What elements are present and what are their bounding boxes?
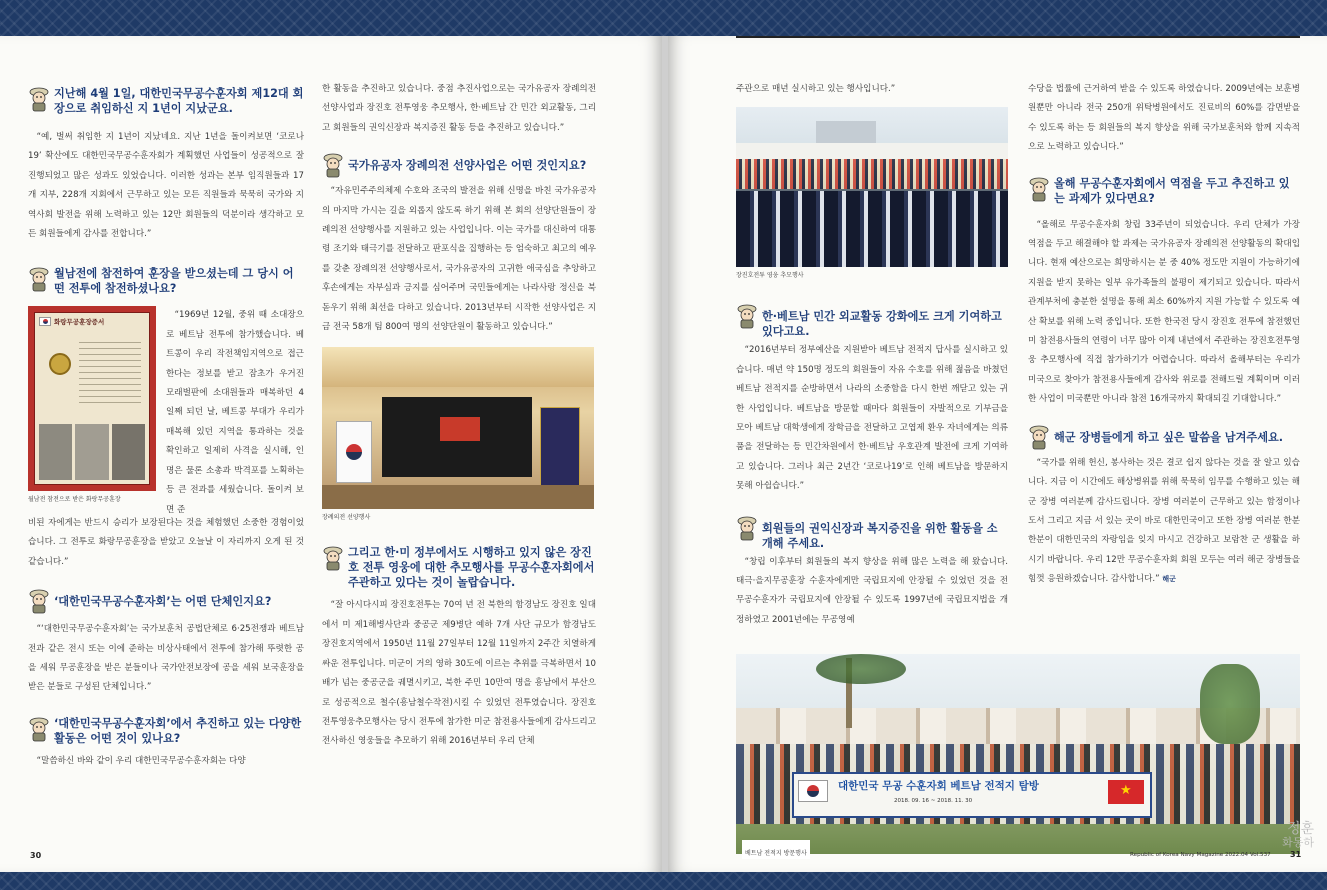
answer-paragraph-continued: 비된 자에게는 반드시 승리가 보장된다는 것을 체험했던 소중한 경험이었습니다. 그 전투로 화랑무공훈장을 받았고 오늘날 이 자리까지 오게 된 것 같습니다.” bbox=[28, 517, 304, 567]
answer-paragraph: “예, 벌써 취임한 지 1년이 지났네요. 지난 1년을 돌이켜보면 ‘코로나19’ 확산에도 대한민국무공수훈자회가 계획했던 사업들이 성공적으로 잘 진행되었고 많은 성과도 있었습니다. 이러한 성과는 본부 임직원들과 17개 지부, 228개 지회에서 근무하고 있는 모든 직원들과 묵묵히 국가와 지역사회 발전을 위해 노력하고 있는 12만 회원들의 덕분이라 생각하고 모든 회원들에게 감사를 전합니다.” bbox=[28, 132, 304, 240]
top-pattern-band bbox=[0, 0, 1327, 36]
question-heading bbox=[736, 515, 1008, 551]
taegukgi-flag bbox=[336, 421, 372, 483]
question-heading bbox=[1028, 424, 1300, 450]
question-text: 한·베트남 민간 외교활동 강화에도 크게 기여하고 있다고요. bbox=[762, 310, 1002, 339]
veteran-mascot-icon bbox=[1028, 176, 1050, 202]
certificate-title: 화랑무공훈장증서 bbox=[54, 318, 105, 327]
certificate-photo-strip bbox=[39, 424, 145, 480]
palm-tree-icon bbox=[816, 654, 906, 684]
question-heading bbox=[1028, 176, 1300, 206]
answer-text: “국가를 위해 헌신, 봉사하는 것은 결코 쉽지 않다는 것을 잘 알고 있습니다. 지금 이 시간에도 해상병위를 위해 묵묵히 임무를 수행하고 있는 해군 장병 여러분께 감사드립니다. 장병 여러분이 근무하고 있는 함정이나 도서 그리고 지금 서 있는 곳이 바로 대한민국이고 또한 장병 여러분 한분 한분이 대한민국의 자랑임을 잊지 마시고 건강하고 보람찬 군 생활을 하시기 바랍니다. 우리 12만 무공수훈자회 회원 모두는 여러 해군 장병들을 힘껏 응원하겠습니다. 감사합니다.” bbox=[1028, 457, 1300, 585]
answer-paragraph: “올해로 무공수훈자회 창립 33주년이 되었습니다. 우리 단체가 가장 역점을 두고 해결해야 할 과제는 국가유공자 장례의전 선양활동의 확대입니다. 현재 예산으로는 희망하시는 분 중 40% 정도만 지원이 가능하기에 지원을 받지 못하는 일부 유가족들의 불평이 제기되고 있습니다. 따라서 관계부처에 충분한 설명을 통해 최소 60%까지 지원 가능할 수 있도록 예산 확보를 위해 노력 중입니다. 또한 한국전 당시 장진호 전투에 참전했던 미 참전용사들의 연령이 너무 많아 이제 내년에서 주관하는 장진호전투영웅 추모행사에 직접 참가하기가 어렵습니다. 따라서 올해부터는 우리가 미국으로 찾아가 참전용사들에게 감사와 위로를 전해드릴 계획이며 이러한 사업이 미국뿐만 아니라 참전 16개국까지 확대되길 기대합니다.” bbox=[1028, 219, 1300, 405]
banner-title: 대한민국 무공 수훈자회 베트남 전적지 탐방 bbox=[838, 780, 1039, 792]
answer-paragraph bbox=[1028, 454, 1300, 590]
jangjin-memorial-photo bbox=[736, 107, 1008, 267]
veteran-mascot-icon bbox=[736, 515, 758, 541]
question-heading bbox=[322, 152, 596, 178]
tour-banner bbox=[792, 772, 1152, 818]
watermark-main: 정훈 bbox=[1286, 821, 1314, 837]
question-text: ‘대한민국무공수훈자회’는 어떤 단체인지요? bbox=[54, 595, 272, 609]
photo-caption: 장진호전투 영웅 추모행사 bbox=[736, 272, 804, 280]
photo-caption: 장례의전 선양행사 bbox=[322, 514, 371, 522]
veteran-mascot-icon bbox=[28, 266, 50, 292]
question-text: 국가유공자 장례의전 선양사업은 어떤 것인지요? bbox=[348, 159, 587, 173]
question-heading bbox=[28, 266, 304, 296]
medal-row bbox=[28, 306, 304, 519]
page-number: 30 bbox=[30, 851, 42, 860]
banner-date: 2018. 09. 16 ~ 2018. 11. 30 bbox=[894, 798, 973, 804]
question-heading bbox=[28, 588, 304, 614]
right-column-2 bbox=[1028, 80, 1300, 590]
question-heading bbox=[28, 86, 304, 116]
answer-paragraph: “1969년 12월, 중위 때 소대장으로 베트남 전투에 참가했습니다. 베트콩이 우리 작전책임지역으로 접근한다는 정보를 받고 잠초가 우거진 모래벌판에 소대원들과 매복하던 4일째 되던 날, 베트콩 부대가 우리가 매복해 있던 지역을 통과하는 것을 확인하고 일제히 사격을 실시해, 인명은 물론 소총과 박격포를 노획하는 등 큰 전과를 세웠습니다. 돌이켜 보면 준 bbox=[166, 310, 304, 515]
answer-paragraph-continued: 한 활동을 추진하고 있습니다. 중점 추진사업으로는 국가유공자 장례의전 선양사업과 장진호 전투영웅 추모행사, 한·베트남 간 민간 외교활동, 그리고 회원들의 권익신장과 복지증진 활동 등을 추진하고 있습니다.” bbox=[322, 84, 596, 133]
medal-photo-caption: 월남전 참전으로 받은 화랑무공훈장 bbox=[28, 496, 121, 504]
veteran-mascot-icon bbox=[322, 152, 344, 178]
question-text: 올해 무공수훈자회에서 역점을 두고 추진하고 있는 과제가 있다면요? bbox=[1054, 176, 1290, 205]
caption-box bbox=[742, 840, 810, 859]
veteran-mascot-icon bbox=[1028, 424, 1050, 450]
answer-paragraph-continued: 주관으로 매년 실시하고 있는 행사입니다.” bbox=[736, 84, 896, 94]
right-page bbox=[668, 36, 1327, 872]
taegukgi-icon bbox=[39, 317, 51, 326]
question-text: 그리고 한·미 정부에서도 시행하고 있지 않은 장진호 전투 영웅에 대한 추모행사를 무공수훈자회에서 주관하고 있다는 것이 놀랍습니다. bbox=[348, 546, 595, 590]
answer-paragraph: “잘 아시다시피 장진호전투는 70여 년 전 북한의 함경남도 장진호 일대에서 미 제1해병사단과 중공군 제9병단 예하 7개 사단 규모가 함경남도 장진호지역에서 1950년 11월 27일부터 12월 11일까지 2주간 치열하게 싸운 전투입니다. 미군이 거의 영하 30도에 이르는 추위를 극복하면서 10배가 넘는 중공군을 궤멸시키고, 북한 주민 10만여 명을 흥남에서 부산으로 성공적으로 철수(흥남철수작전)시킬 수 있었던 전투였습니다. 장진호 전투영웅추모행사는 당시 전투에 참가한 미군 참전용사들에게 감사드리고 전사하신 영웅들을 추모하기 위해 2016년부터 우리 단체 bbox=[322, 600, 596, 747]
veteran-mascot-icon bbox=[28, 86, 50, 112]
watermark bbox=[1282, 822, 1314, 850]
certificate-text-block bbox=[79, 337, 141, 407]
top-rule bbox=[736, 36, 1300, 38]
question-heading bbox=[736, 303, 1008, 339]
answer-paragraph: “2016년부터 정부예산을 지원받아 베트남 전적지 답사를 실시하고 있습니다. 매년 약 150명 정도의 회원들이 자유 수호를 위해 젊음을 바쳤던 베트남 전적지를 순방하면서 나라의 소중함을 다시 한번 깨닫고 있는 귀한 사업입니다. 베트남을 방문할 때마다 회원들이 자발적으로 기부금을 모아 베트남 대학생에게 장학금을 전달하고 고엽제 환우 자녀에게는 의류품을 전달하는 등 민간차원에서 한·베트남 우호관계 발전에 크게 기여하고 있습니다. 그러나 최근 2년간 ‘코로나19’로 인해 베트남을 방문하지 못해 아쉽습니다.” bbox=[736, 345, 1008, 492]
veteran-mascot-icon bbox=[28, 588, 50, 614]
watermark-sub: 화동하 bbox=[1282, 836, 1314, 849]
answer-paragraph: “창립 이후부터 회원들의 복지 향상을 위해 많은 노력을 해 왔습니다. 태극·을지무공훈장 수훈자에게만 국립묘지에 안장될 수 있었던 것을 전 무공수훈자가 국립묘지에 안장될 수 있도록 1997년에 국립묘지법을 개정하였고 2001년에는 무공영예 bbox=[736, 556, 1008, 625]
veteran-mascot-icon bbox=[736, 303, 758, 329]
magazine-footer: Republic of Korea Navy Magazine 2022.04 Vol.537 bbox=[1130, 852, 1271, 858]
question-heading bbox=[28, 716, 304, 746]
answer-paragraph-continued: 수당을 법률에 근거하여 받을 수 있도록 하였습니다. 2009년에는 보훈병원뿐만 아니라 전국 250개 위탁병원에서도 진료비의 60%를 감면받을 수 있도록 하는 등 회원들의 복지 향상을 위해 국가보훈처와 함께 지속적으로 노력하고 있습니다.” bbox=[1028, 84, 1300, 153]
question-text: 월남전에 참전하여 훈장을 받으셨는데 그 당시 어떤 전투에 참전하셨나요? bbox=[54, 267, 294, 296]
funeral-ceremony-photo bbox=[322, 347, 594, 509]
bottom-pattern-band bbox=[0, 872, 1327, 890]
end-mark: 해군 bbox=[1162, 575, 1176, 584]
answer-paragraph: “말씀하신 바와 같이 우리 대한민국무공수훈자회는 다양 bbox=[36, 755, 246, 766]
question-text: 지난해 4월 1일, 대한민국무공수훈자회 제12대 회장으로 취임하신 지 1년이 지났군요. bbox=[54, 87, 304, 115]
medal-figure bbox=[28, 306, 156, 519]
answer-paragraph: “자유민주주의체제 수호와 조국의 발전을 위해 신명을 바친 국가유공자의 마지막 가시는 길을 외롭지 않도록 하기 위해 본 회의 선양단원들이 장례의전 선양행사를 지원하고 있는 사업입니다. 이는 국가를 대신하여 대통령 조기와 태극기를 전달하고 판포식을 집행하는 등 엄숙하고 최고의 예우를 갖춘 장례의전 선양행사로서, 국가유공자의 고귀한 애국심을 추앙하고 후손에게는 자부심과 긍지를 심어주며 국민들에게는 나라사랑 정신을 북돋우기 위해 최선을 다하고 있습니다. 2013년부터 시작한 선양사업은 지금 전국 58개 팀 800여 명의 선양단원이 활동하고 있습니다.” bbox=[322, 186, 596, 333]
left-column-1 bbox=[28, 86, 304, 771]
veteran-mascot-icon bbox=[322, 545, 344, 571]
medal-icon bbox=[49, 353, 71, 375]
photo-caption: 베트남 전적지 방문행사 bbox=[745, 850, 807, 857]
left-column-2 bbox=[322, 80, 596, 752]
star-icon: ★ bbox=[1120, 783, 1132, 798]
left-page bbox=[0, 36, 662, 872]
veteran-mascot-icon bbox=[28, 716, 50, 742]
question-text: 해군 장병들에게 하고 싶은 말씀을 남겨주세요. bbox=[1054, 430, 1284, 444]
page-number: 31 bbox=[1290, 850, 1302, 859]
question-text: 회원들의 권익신장과 복지증진을 위한 활동을 소개해 주세요. bbox=[762, 521, 998, 550]
medal-certificate-photo bbox=[28, 306, 156, 491]
question-heading bbox=[322, 545, 596, 590]
question-text: ‘대한민국무공수훈자회’에서 추진하고 있는 다양한 활동은 어떤 것이 있나요? bbox=[54, 716, 302, 745]
right-column-1 bbox=[736, 80, 1008, 630]
answer-paragraph: “‘대한민국무공수훈자회’는 국가보훈처 공법단체로 6·25전쟁과 베트남전과 같은 전시 또는 이에 준하는 비상사태에서 전투에 참가해 뚜렷한 공을 세워 무공훈장을 받은 분들이나 국가안전보장에 공을 세워 보국훈장을 받은 분들로 구성된 단체입니다.” bbox=[28, 624, 304, 693]
